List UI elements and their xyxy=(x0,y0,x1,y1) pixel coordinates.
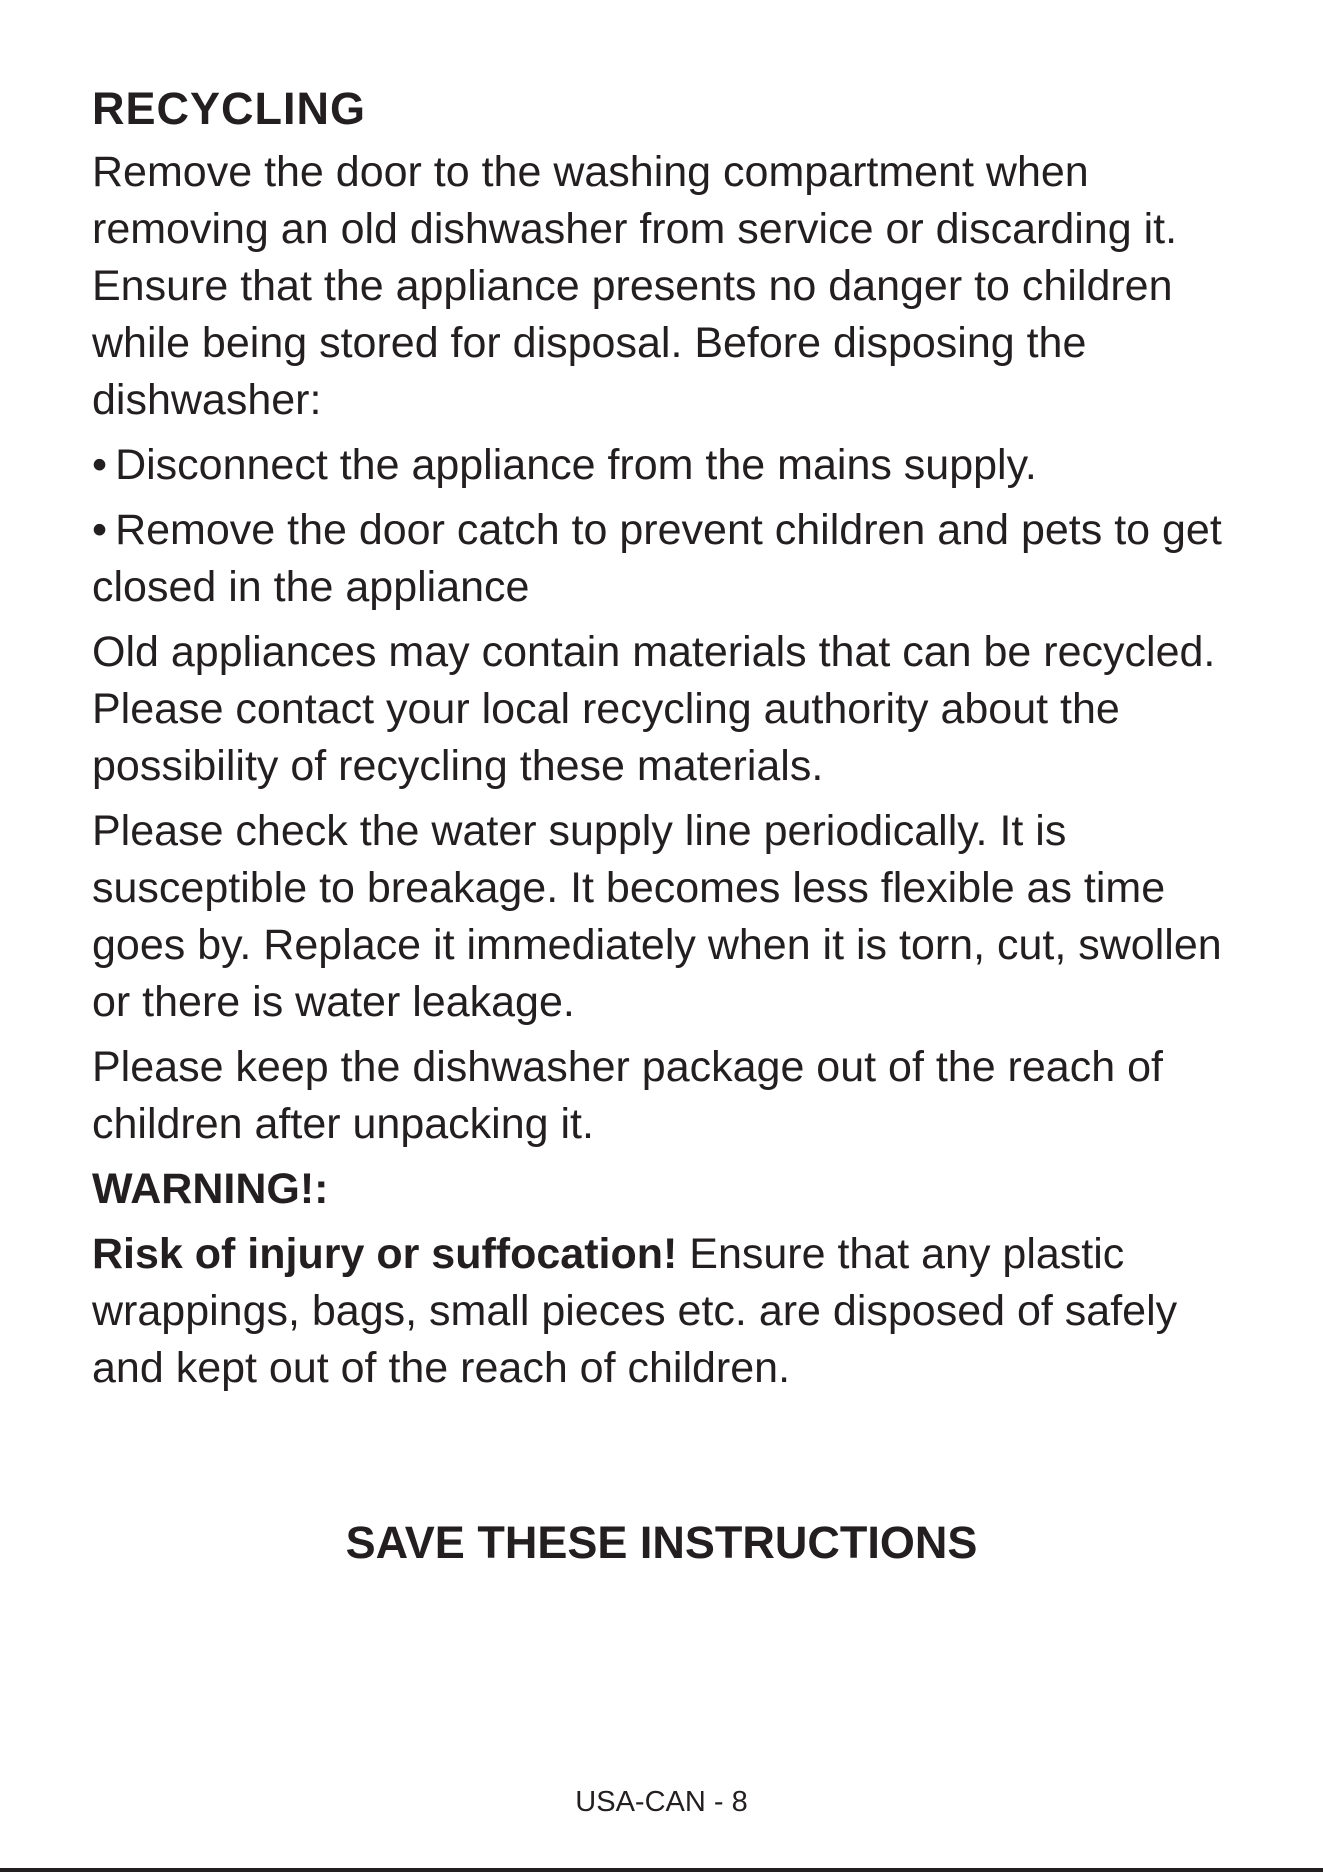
warning-lead: Risk of injury or suffocation! xyxy=(92,1230,678,1278)
section-heading: RECYCLING xyxy=(92,83,367,134)
bullet-text: Remove the door catch to prevent children and pets to get closed in the appliance xyxy=(92,506,1222,611)
recycling-paragraph: Remove the door to the washing compartment when removing an old dishwasher from service or discarding it. Ensure that the appliance presents no danger to children while being stored for disposal. Before disposing the dishwasher: xyxy=(92,148,1178,424)
page-footer: USA-CAN - 8 xyxy=(575,1786,748,1818)
document-body xyxy=(92,74,1252,1405)
warning-heading: WARNING!: xyxy=(92,1165,329,1213)
bullet-text: Disconnect the appliance from the mains supply. xyxy=(115,441,1037,489)
old-appliances-paragraph: Old appliances may contain materials that can be recycled. Please contact your local recycling authority about the possibility of recycling these materials. xyxy=(92,628,1216,790)
save-instructions-heading: SAVE THESE INSTRUCTIONS xyxy=(345,1517,978,1568)
bottom-rule xyxy=(0,1868,1323,1872)
warning-paragraph xyxy=(92,1226,1252,1397)
package-paragraph: Please keep the dishwasher package out of the reach of children after unpacking it. xyxy=(92,1043,1163,1148)
bullet-marker: • xyxy=(92,506,108,554)
bullet-marker: • xyxy=(92,441,108,489)
warning-text: Ensure that any plastic wrappings, bags, small pieces etc. are disposed of safely and kept out of the reach of children. xyxy=(92,1230,1178,1392)
bullet-item xyxy=(92,502,1252,616)
bullet-item xyxy=(92,437,1252,494)
water-supply-paragraph: Please check the water supply line periodically. It is susceptible to breakage. It becomes less flexible as time goes by. Replace it immediately when it is torn, cut, swollen or there is water leakage. xyxy=(92,807,1222,1026)
